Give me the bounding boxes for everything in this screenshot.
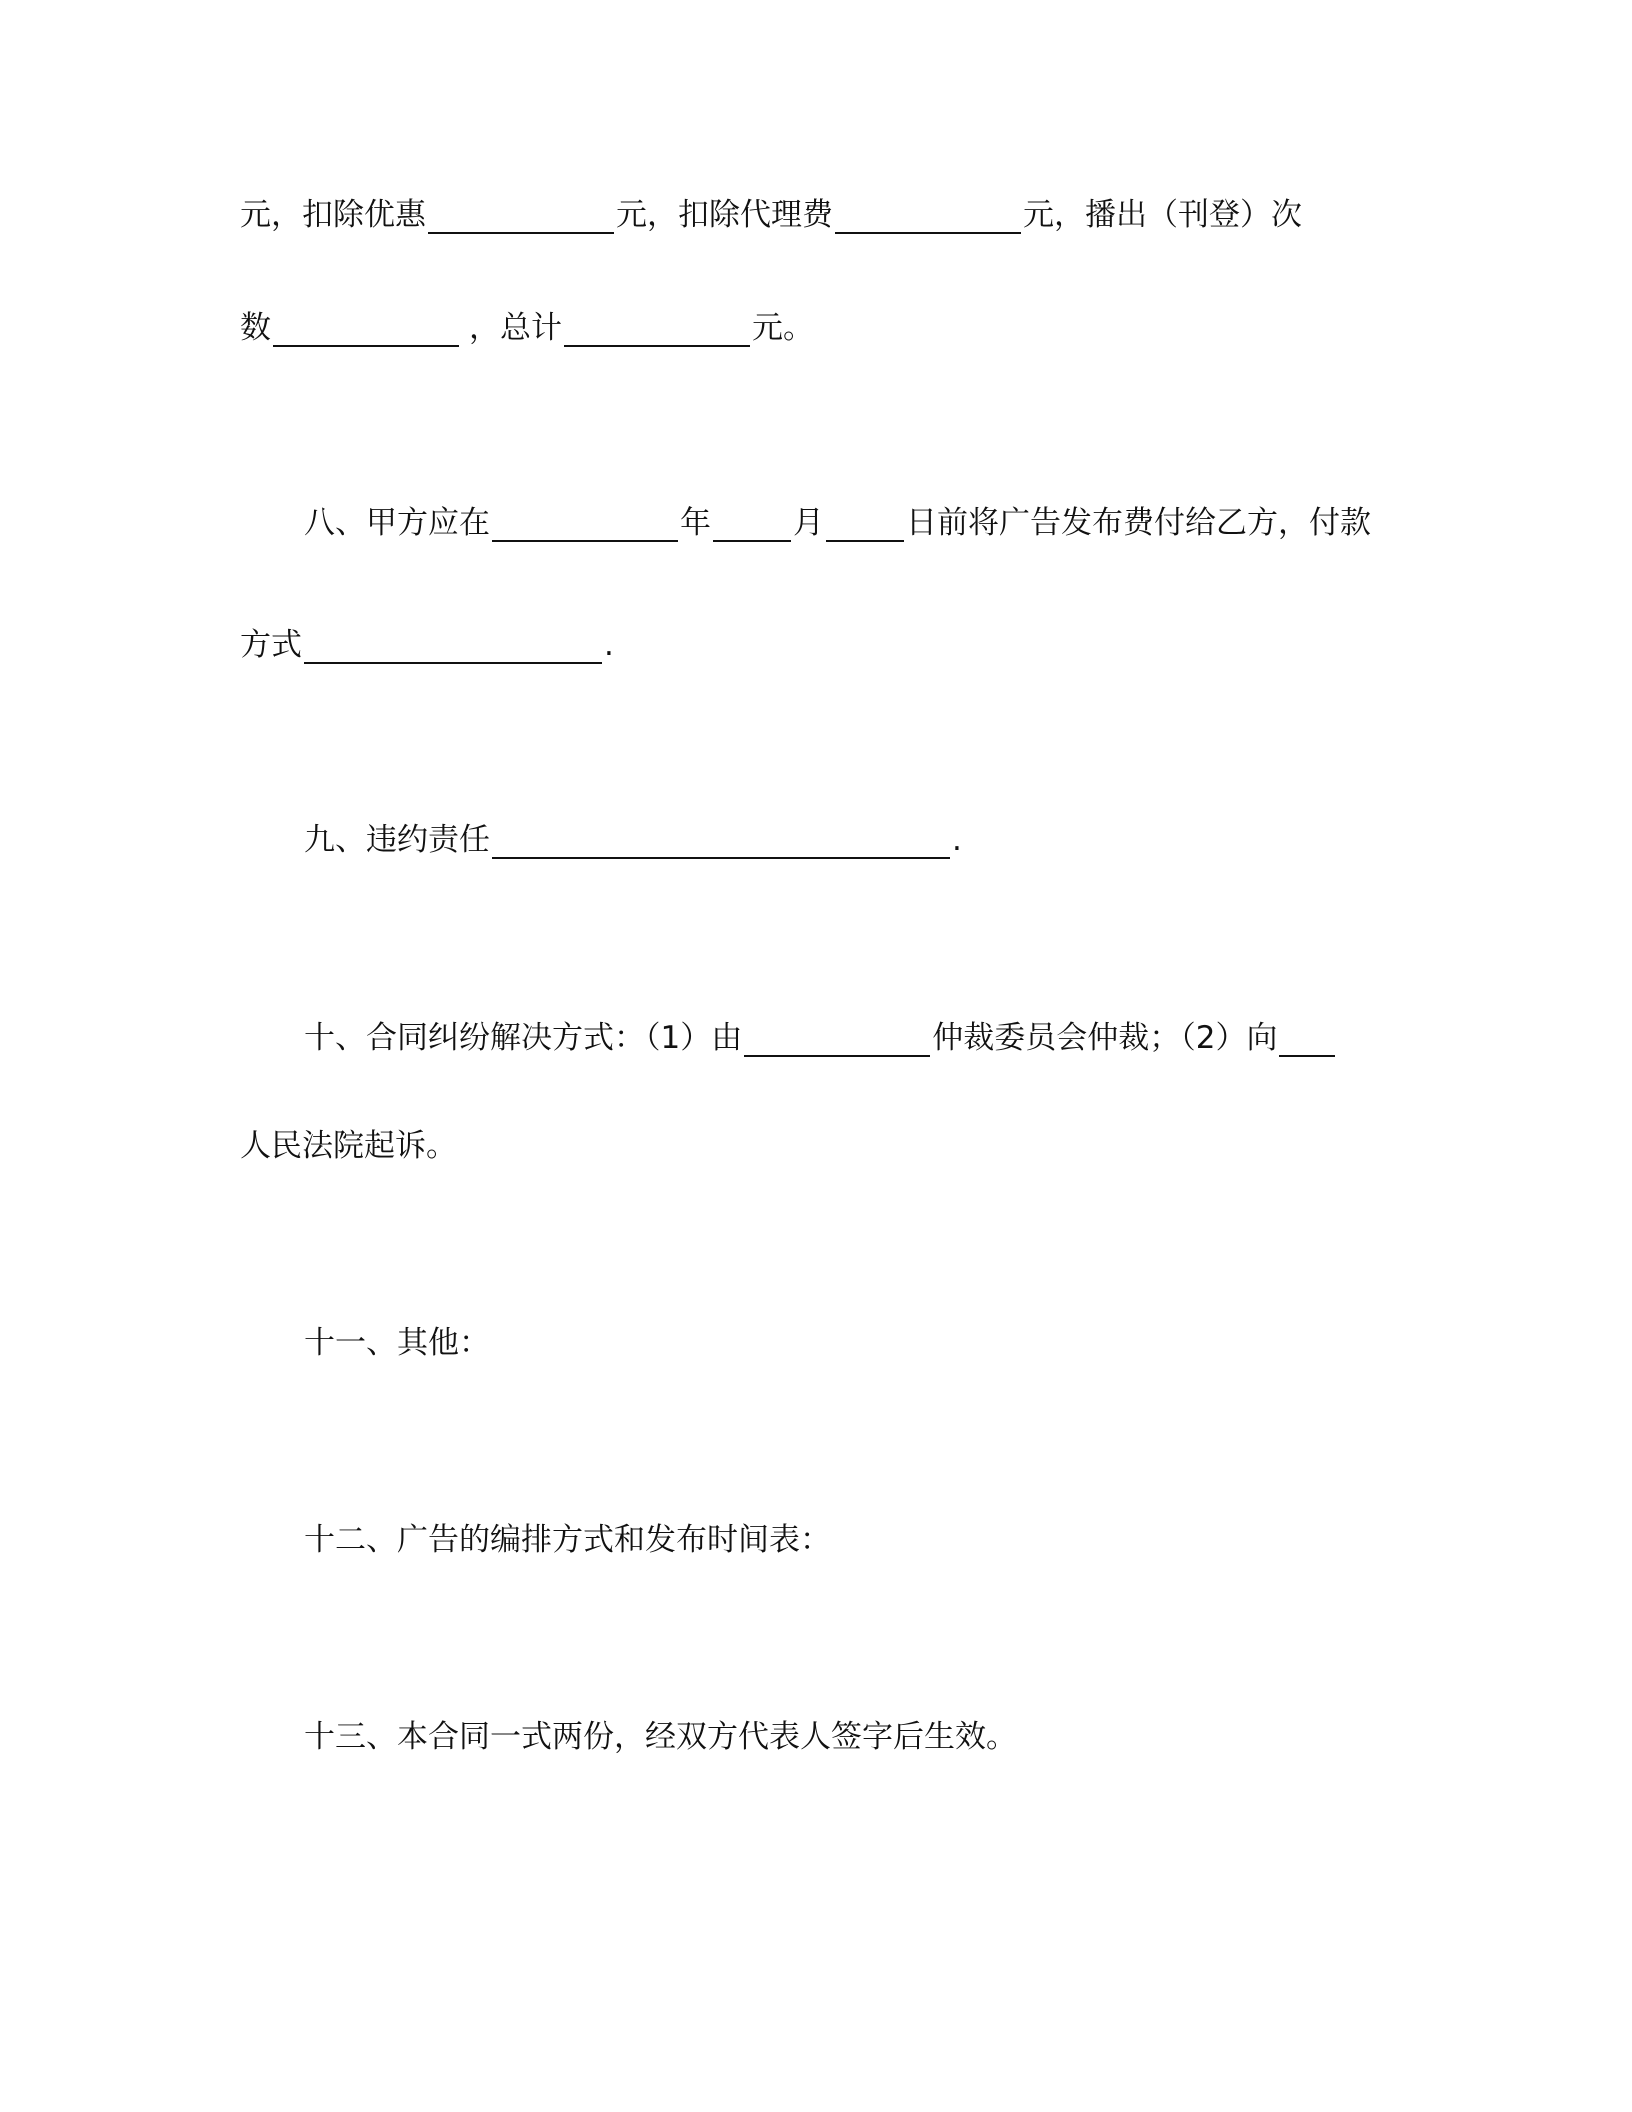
text-segment: 年: [680, 505, 711, 541]
text-segment: 元，扣除优惠: [240, 197, 426, 233]
text-segment: 日前将广告发布费付给乙方，付款: [906, 505, 1371, 541]
agency-fee-blank[interactable]: [835, 196, 1021, 234]
para13-line: [304, 1717, 1017, 1757]
para11-line: [304, 1323, 490, 1363]
court-blank[interactable]: [1279, 1019, 1335, 1057]
para10-line1: [304, 1018, 1337, 1058]
text-segment: ，总计: [469, 310, 562, 346]
text-segment: 十二、广告的编排方式和发布时间表：: [304, 1522, 831, 1558]
payment-month-blank[interactable]: [713, 504, 791, 542]
text-segment: 仲裁委员会仲裁；（2）向: [932, 1020, 1278, 1056]
text-segment: 九、违约责任: [304, 822, 490, 858]
text-segment: .: [952, 822, 962, 858]
breach-liability-blank[interactable]: [492, 821, 950, 859]
para7-line1: [240, 195, 1302, 235]
payment-method-blank[interactable]: [304, 626, 602, 664]
text-segment: 八、甲方应在: [304, 505, 490, 541]
text-segment: 十、合同纠纷解决方式：（1）由: [304, 1020, 743, 1056]
text-segment: .: [604, 627, 614, 663]
para7-line2: [240, 308, 814, 348]
payment-year-blank[interactable]: [492, 504, 678, 542]
payment-day-blank[interactable]: [826, 504, 904, 542]
text-segment: 元，播出（刊登）次: [1023, 197, 1302, 233]
para8-line2: [240, 625, 614, 665]
text-segment: 十三、本合同一式两份，经双方代表人签字后生效。: [304, 1719, 1017, 1755]
text-segment: 数: [240, 310, 271, 346]
text-segment: 人民法院起诉。: [240, 1128, 457, 1164]
text-segment: 方式: [240, 627, 302, 663]
total-amount-blank[interactable]: [564, 309, 750, 347]
broadcast-count-blank[interactable]: [273, 309, 459, 347]
text-segment: 元，扣除代理费: [616, 197, 833, 233]
para9-line: [304, 820, 962, 860]
para10-line2: [240, 1126, 457, 1166]
arbitration-committee-blank[interactable]: [744, 1019, 930, 1057]
text-segment: 十一、其他：: [304, 1325, 490, 1361]
para12-line: [304, 1520, 831, 1560]
discount-amount-blank[interactable]: [428, 196, 614, 234]
text-segment: 月: [793, 505, 824, 541]
text-segment: 元。: [752, 310, 814, 346]
para8-line1: [304, 503, 1371, 543]
